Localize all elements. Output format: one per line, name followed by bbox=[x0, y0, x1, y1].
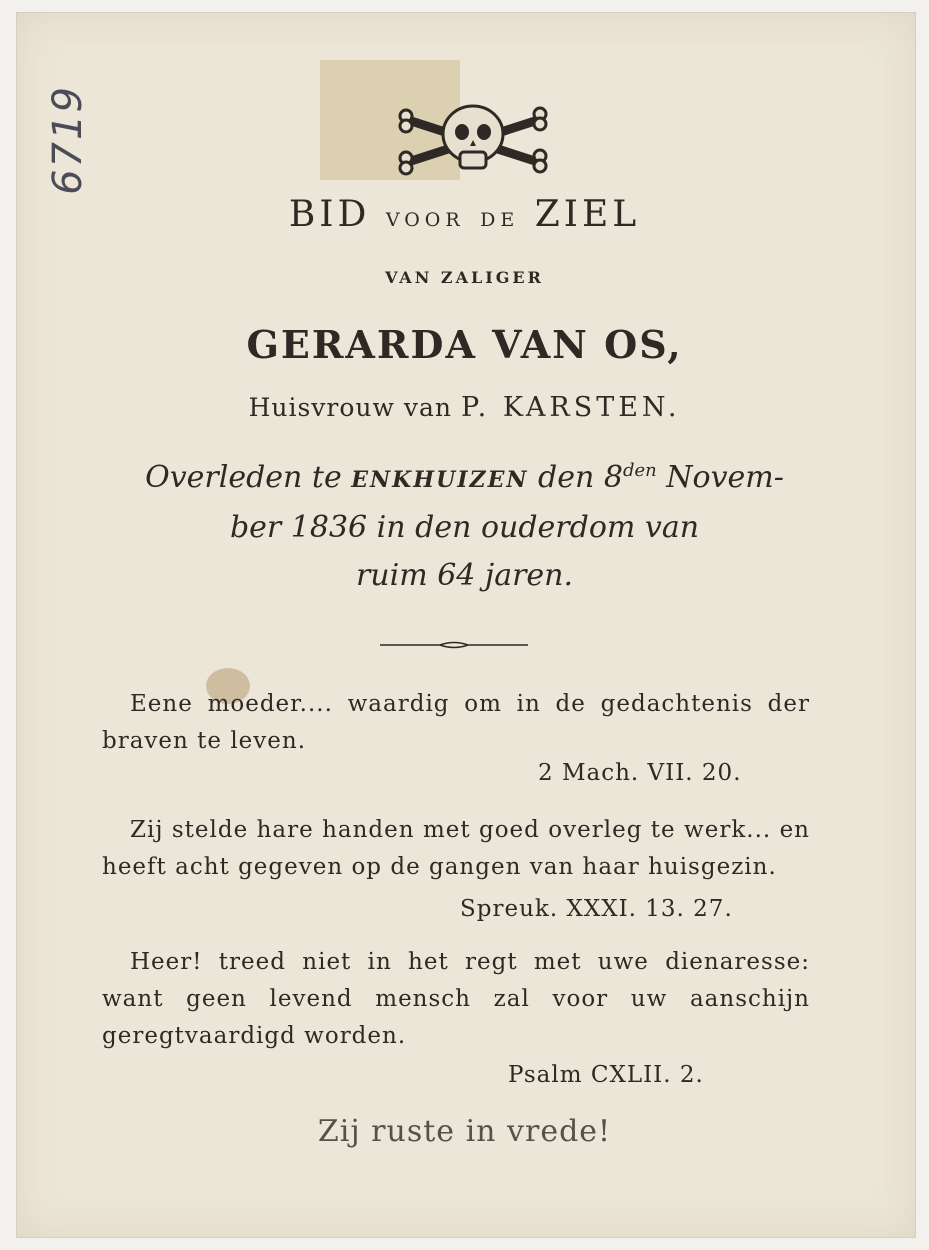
heading bbox=[0, 194, 929, 235]
heading-word: DE bbox=[480, 209, 520, 231]
heading-word: ZIEL bbox=[534, 194, 641, 235]
death-superscript: den bbox=[622, 460, 657, 481]
death-place: ENKHUIZEN bbox=[351, 467, 529, 493]
quote-2-reference: Spreuk. XXXI. 13. 27. bbox=[460, 896, 733, 922]
death-line-2: ber 1836 in den ouderdom van bbox=[229, 510, 700, 545]
quote-1-text: Eene moeder.... waardig om in de gedachtenis der braven te leven. bbox=[102, 691, 810, 754]
heading-word: BID bbox=[288, 194, 371, 235]
closing-blessing: Zij ruste in vrede! bbox=[317, 1114, 612, 1149]
spouse-line bbox=[0, 392, 929, 423]
death-text: den 8 bbox=[538, 460, 623, 495]
spouse-name: P. KARSTEN. bbox=[460, 392, 681, 423]
deceased-name: GERARDA VAN OS, bbox=[246, 322, 683, 367]
quote-2-text: Zij stelde hare handen met goed overleg te werk... en heeft acht gegeven op de gangen van haar huisgezin. bbox=[102, 817, 810, 880]
death-text: Overleden te bbox=[145, 460, 342, 495]
spouse-prefix: Huisvrouw van bbox=[248, 393, 452, 422]
death-line-1 bbox=[0, 460, 929, 495]
subheading: VAN ZALIGER bbox=[385, 268, 544, 287]
quote-3-reference: Psalm CXLII. 2. bbox=[508, 1062, 704, 1088]
quote-3-text: Heer! treed niet in het regt met uwe dienaresse: want geen levend mensch zal voor uw aanschijn geregtvaardigd worden. bbox=[102, 949, 810, 1049]
skull-and-crossbones-icon bbox=[398, 96, 548, 180]
death-text: Novem- bbox=[666, 460, 784, 495]
heading-word: VOOR bbox=[385, 209, 465, 231]
death-line-3: ruim 64 jaren. bbox=[355, 558, 574, 593]
handwritten-inventory-number: 6719 bbox=[45, 85, 91, 195]
ornamental-divider bbox=[380, 640, 528, 650]
quote-1-reference: 2 Mach. VII. 20. bbox=[538, 760, 742, 786]
